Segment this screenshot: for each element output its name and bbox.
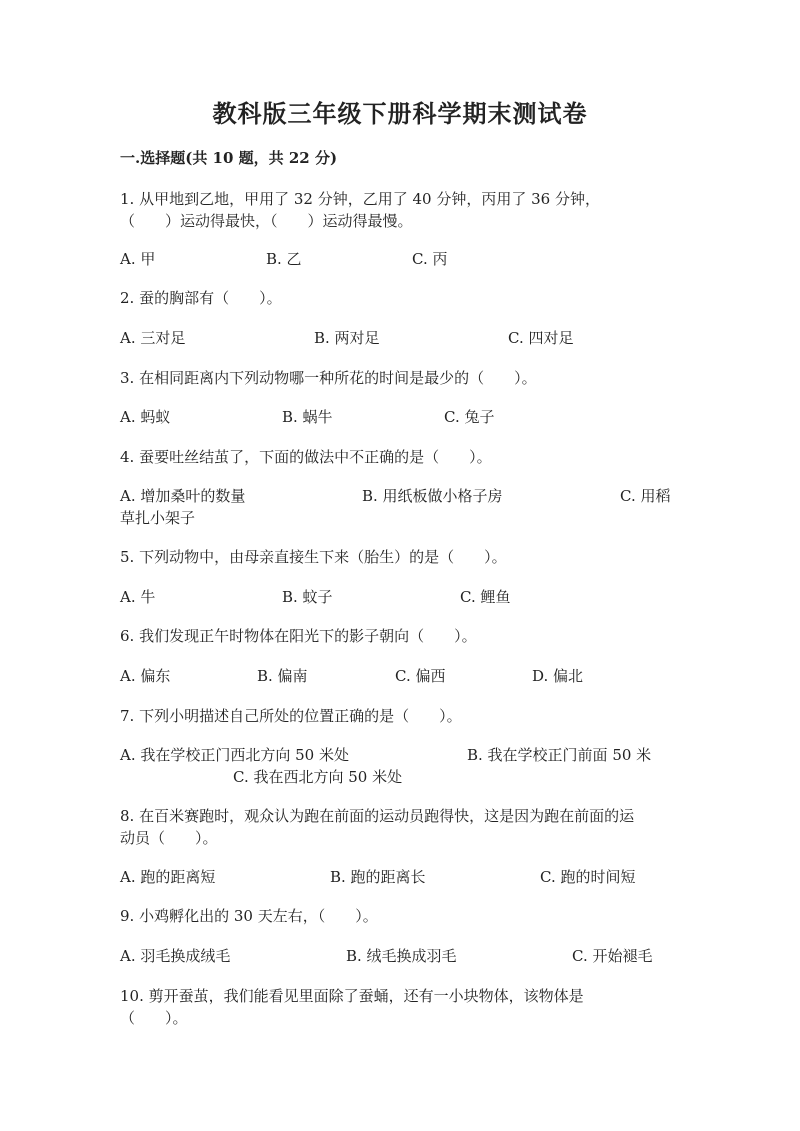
question-2-option-c: C. 四对足 [508,329,574,347]
question-8-option-a: A. 跑的距离短 [120,868,216,886]
question-2-option-a: A. 三对足 [120,329,186,347]
question-6-option-d: D. 偏北 [532,667,584,685]
question-6-line-1: 6. 我们发现正午时物体在阳光下的影子朝向（ ）。 [120,627,477,645]
question-3-option-c: C. 兔子 [444,408,495,426]
question-4-line-1: 4. 蚕要吐丝结茧了，下面的做法中不正确的是（ ）。 [120,448,492,466]
question-9-option-b: B. 绒毛换成羽毛 [346,947,457,965]
question-6-option-b: B. 偏南 [257,667,308,685]
question-1-option-b: B. 乙 [266,250,302,268]
question-10-line-1: 10. 剪开蚕茧，我们能看见里面除了蚕蛹，还有一小块物体，该物体是 [120,987,584,1005]
question-2-option-b: B. 两对足 [314,329,380,347]
question-6-option-c: C. 偏西 [395,667,446,685]
question-9-line-1: 9. 小鸡孵化出的 30 天左右，（ ）。 [120,907,378,925]
question-6-option-a: A. 偏东 [120,667,171,685]
question-1-line-2: （ ）运动得最快，（ ）运动得最慢。 [120,212,413,230]
question-9-option-c: C. 开始褪毛 [572,947,653,965]
question-5-option-c: C. 鲤鱼 [460,588,511,606]
question-4-option-a: A. 增加桑叶的数量 [120,487,246,505]
question-7-option-a: A. 我在学校正门西北方向 50 米处 [120,746,349,764]
question-4-option-b: B. 用纸板做小格子房 [362,487,503,505]
question-9-option-a: A. 羽毛换成绒毛 [120,947,231,965]
question-1-option-c: C. 丙 [412,250,448,268]
question-8-line-2: 动员（ ）。 [120,829,218,847]
question-7-line-1: 7. 下列小明描述自己所处的位置正确的是（ ）。 [120,707,462,725]
question-3-option-b: B. 蜗牛 [282,408,333,426]
question-10-line-2: （ ）。 [120,1009,188,1027]
page-title: 教科版三年级下册科学期末测试卷 [212,99,588,128]
question-8-option-b: B. 跑的距离长 [330,868,426,886]
question-5-line-1: 5. 下列动物中，由母亲直接生下来（胎生）的是（ ）。 [120,548,507,566]
section-title: 一.选择题(共 10 题，共 22 分) [120,149,338,167]
question-4-option-c-continued: 草扎小架子 [120,509,196,527]
question-1-option-a: A. 甲 [120,250,156,268]
question-5-option-b: B. 蚊子 [282,588,333,606]
question-2-line-1: 2. 蚕的胸部有（ ）。 [120,289,282,307]
question-4-option-c: C. 用稻 [620,487,671,505]
question-8-option-c: C. 跑的时间短 [540,868,636,886]
question-8-line-1: 8. 在百米赛跑时，观众认为跑在前面的运动员跑得快，这是因为跑在前面的运 [120,807,635,825]
question-3-line-1: 3. 在相同距离内下列动物哪一种所花的时间是最少的（ ）。 [120,369,537,387]
question-7-option-c: C. 我在西北方向 50 米处 [233,768,403,786]
question-3-option-a: A. 蚂蚁 [120,408,171,426]
question-1-line-1: 1. 从甲地到乙地，甲用了 32 分钟，乙用了 40 分钟，丙用了 36 分钟， [120,190,600,208]
question-5-option-a: A. 牛 [120,588,156,606]
question-7-option-b: B. 我在学校正门前面 50 米 [467,746,652,764]
